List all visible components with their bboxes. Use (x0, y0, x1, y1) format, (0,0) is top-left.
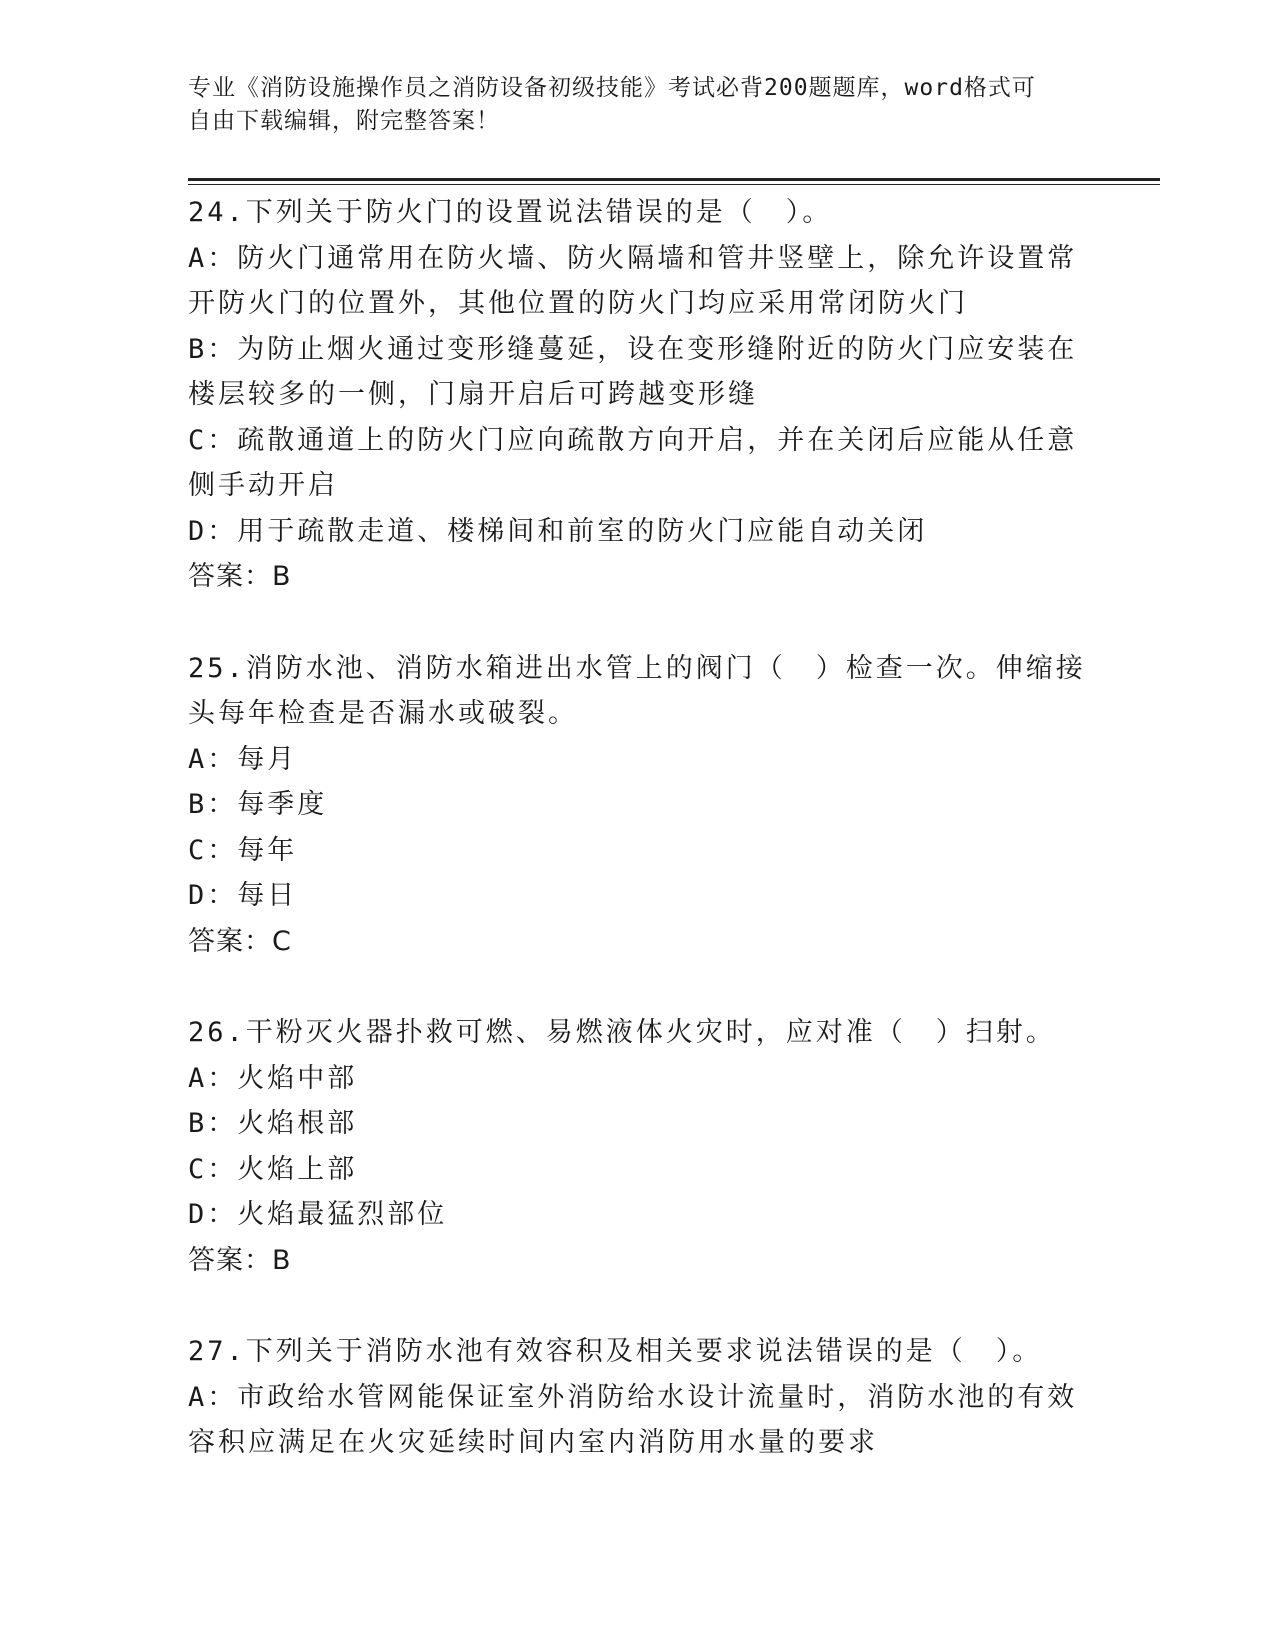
document-header (188, 72, 1088, 138)
option-b: B：每季度 (188, 789, 328, 820)
option-d: D：每日 (188, 880, 298, 911)
question-stem: 27.下列关于消防水池有效容积及相关要求说法错误的是（ ）。 (188, 1336, 1043, 1367)
question-stem: 24.下列关于防火门的设置说法错误的是（ ）。 (188, 197, 833, 228)
option-a: A：市政给水管网能保证室外消防给水设计流量时，消防水池的有效容积应满足在火灾延续时间内室内消防用水量的要求 (188, 1381, 1078, 1458)
option-c: C：每年 (188, 834, 298, 866)
header-line-2: 自由下载编辑，附完整答案！ (188, 108, 500, 134)
header-line-1: 专业《消防设施操作员之消防设备初级技能》考试必背200题题库，word格式可 (188, 75, 1036, 101)
answer: 答案：B (188, 561, 292, 592)
option-a: A：防火门通常用在防火墙、防火隔墙和管井竖壁上，除允许设置常开防火门的位置外，其他位置的防火门均应采用常闭防火门 (188, 242, 1078, 319)
option-b: B：火焰根部 (188, 1108, 358, 1139)
option-b: B：为防止烟火通过变形缝蔓延，设在变形缝附近的防火门应安装在楼层较多的一侧，门扇开启后可跨越变形缝 (188, 333, 1078, 410)
question-stem: 25.消防水池、消防水箱进出水管上的阀门（ ）检查一次。伸缩接头每年检查是否漏水或破裂。 (188, 652, 1086, 729)
question-26 (188, 1010, 1088, 1283)
question-24 (188, 190, 1088, 600)
answer: 答案：C (188, 925, 292, 957)
option-a: A：每月 (188, 743, 298, 775)
option-c: C：火焰上部 (188, 1153, 358, 1185)
header-divider-thick (188, 178, 1160, 181)
option-d: D：火焰最猛烈部位 (188, 1199, 448, 1230)
header-divider-thin (188, 184, 1160, 185)
option-a: A：火焰中部 (188, 1062, 358, 1094)
option-d: D：用于疏散走道、楼梯间和前室的防火门应能自动关闭 (188, 515, 928, 547)
question-27 (188, 1329, 1088, 1466)
option-c: C：疏散通道上的防火门应向疏散方向开启，并在关闭后应能从任意侧手动开启 (188, 424, 1078, 501)
answer: 答案：B (188, 1244, 292, 1276)
question-stem: 26.干粉灭火器扑救可燃、易燃液体火灾时，应对准（ ）扫射。 (188, 1017, 1056, 1048)
question-list (188, 190, 1088, 1512)
question-25 (188, 646, 1088, 965)
